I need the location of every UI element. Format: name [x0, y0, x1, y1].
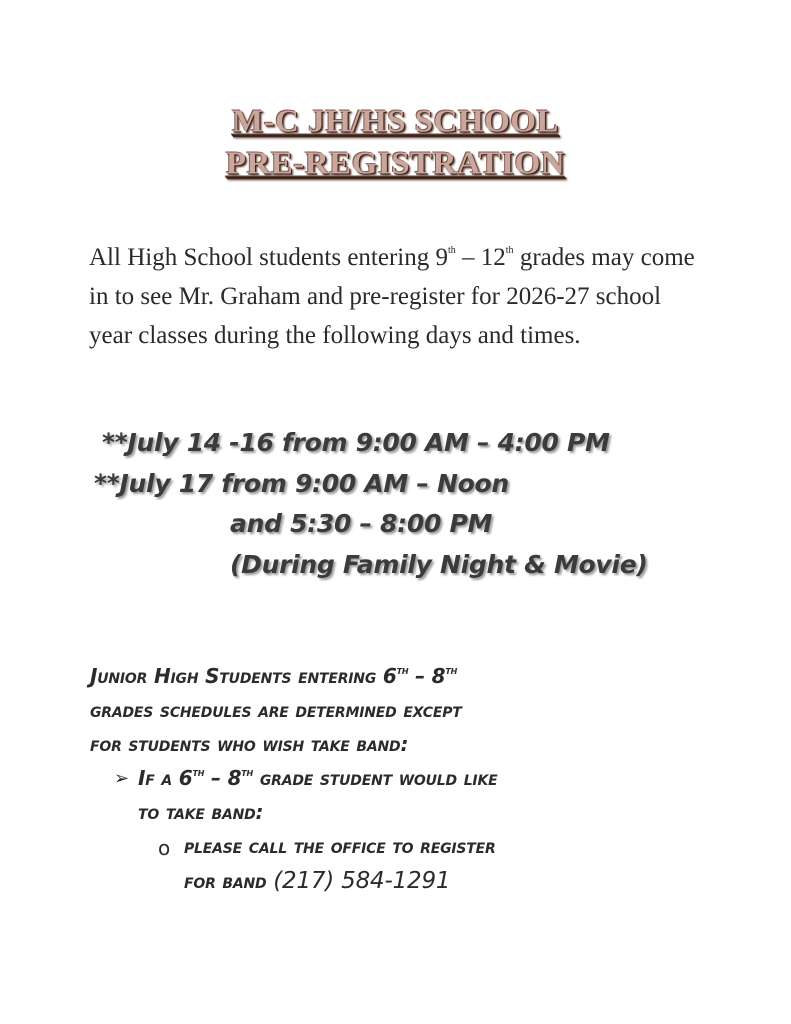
jh-bullet-text-c: grade student would like	[253, 766, 498, 790]
date-line-1: **July 14 -16 from 9:00 AM – 4:00 PM	[102, 428, 610, 457]
jh-bullet-line-1	[138, 766, 497, 790]
jh-line-1-sup-2: th	[445, 664, 458, 677]
jh-sub-line-1: please call the office to register	[184, 834, 496, 858]
date-line-4: (During Family Night & Movie)	[230, 550, 648, 579]
jh-sub-line-2	[184, 868, 450, 894]
intro-paragraph	[89, 231, 709, 355]
jh-bullet-sup-2: th	[241, 766, 254, 779]
intro-text-1: All High School students entering 9	[89, 244, 448, 271]
intro-sup-1: th	[448, 245, 456, 256]
intro-text-3: grades may come in to see Mr. Graham and pre-register for 2026-27 school year classes during the following days and times.	[89, 244, 695, 349]
jh-bullet-line-2: to take band:	[138, 800, 264, 824]
jh-line-1-text-b: – 8	[408, 664, 446, 688]
jh-line-2: grades schedules are determined except	[90, 698, 462, 722]
intro-text-2: – 12	[455, 244, 506, 271]
phone-number: (217) 584-1291	[273, 868, 451, 894]
jh-bullet-text-b: – 8	[204, 766, 242, 790]
jh-bullet-text-a: If a 6	[138, 766, 193, 790]
jh-line-3: for students who wish take band:	[90, 732, 409, 756]
title-line-1: M-C JH/HS SCHOOL	[231, 104, 560, 140]
jh-line-1-sup-1: th	[396, 664, 409, 677]
title-line-2: PRE-REGISTRATION	[225, 146, 566, 182]
jh-bullet-sup-1: th	[192, 766, 205, 779]
circle-bullet-icon: o	[158, 836, 171, 860]
jh-sub-line-2-text: for band	[184, 869, 274, 893]
date-line-3: and 5:30 – 8:00 PM	[230, 509, 493, 538]
jh-line-1	[90, 664, 457, 688]
date-line-2: **July 17 from 9:00 AM – Noon	[94, 469, 509, 498]
jh-line-1-text-a: Junior High Students entering 6	[90, 664, 397, 688]
intro-sup-2: th	[505, 245, 514, 256]
arrow-bullet-icon: ➢	[114, 768, 130, 789]
